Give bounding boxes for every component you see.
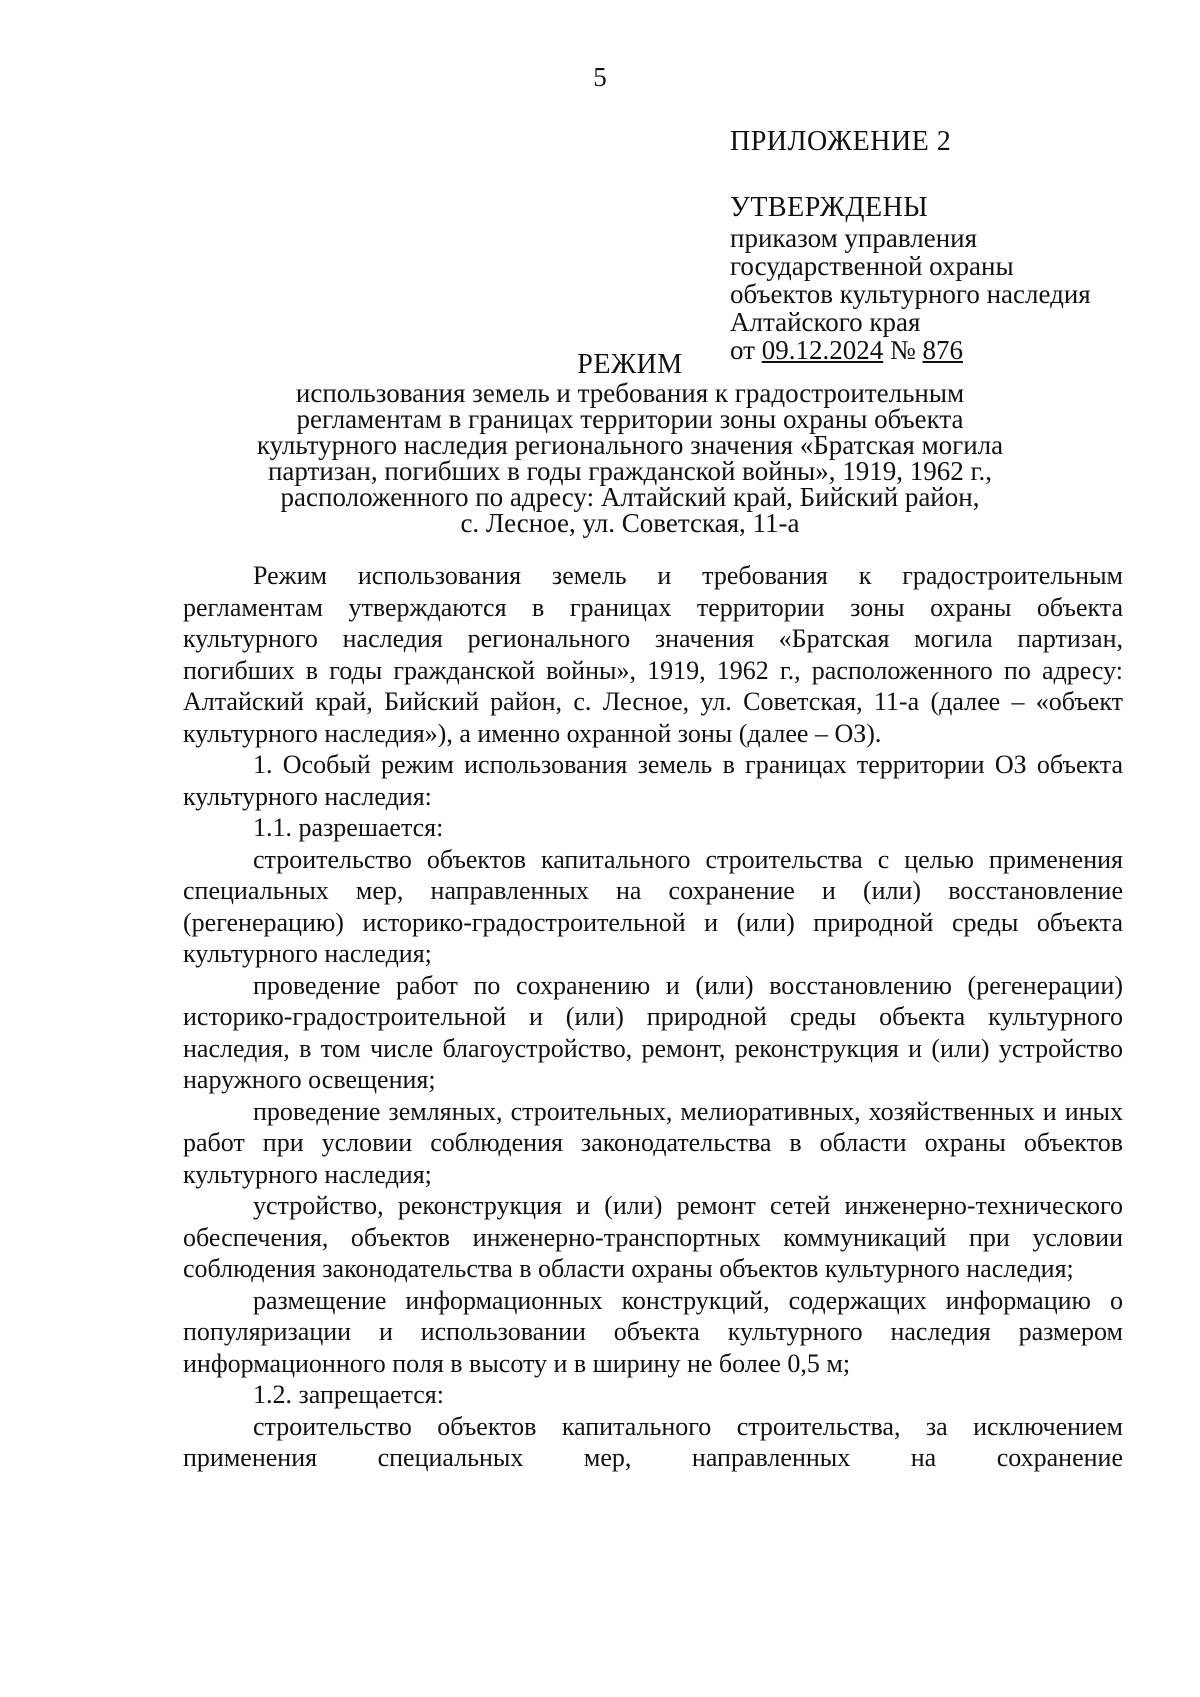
title-line: партизан, погибших в годы гражданской войны», 1919, 1962 г.,: [267, 456, 993, 486]
allowed-item: строительство объектов капитального строительства с целью применения специальных мер, направленных на сохранение и (или) восстановление (регенерацию) историко-градостроительной и (или) природной среды объекта культурного наследия;: [183, 844, 1123, 968]
number-prefix: №: [883, 335, 923, 365]
document-body: [183, 560, 1123, 1474]
prohibited-item: строительство объектов капитального строительства, за исключением применения специальных мер, направленных на сохранение: [183, 1411, 1123, 1472]
title-heading: РЕЖИМ: [577, 349, 683, 380]
section-1-heading: 1. Особый режим использования земель в границах территории ОЗ объекта культурного наследия:: [183, 750, 1123, 811]
page-number: 5: [593, 62, 607, 92]
approval-line: объектов культурного наследия: [730, 279, 1091, 309]
intro-paragraph: Режим использования земель и требования к градостроительным регламентам утверждаются в границах территории зоны охраны объекта культурного наследия регионального значения «Братская могила партизан, погибших в годы гражданской войны», 1919, 1962 г., расположенного по адресу: Алтайский край, Бийский район, с. Лесное, ул. Советская, 11-а (далее – «объект культурного наследия»), а именно охранной зоны (далее – ОЗ).: [183, 561, 1123, 748]
title-line: использования земель и требования к градостроительным: [295, 378, 965, 408]
section-1-1-heading: 1.1. разрешается:: [253, 813, 444, 842]
title-line: регламентам в границах территории зоны охраны объекта: [296, 404, 964, 434]
approval-line: Алтайского края: [730, 307, 921, 337]
allowed-item: проведение земляных, строительных, мелиоративных, хозяйственных и иных работ при условии соблюдения законодательства в области охраны объектов культурного наследия;: [183, 1096, 1123, 1189]
appendix-label: ПРИЛОЖЕНИЕ 2: [730, 126, 952, 157]
approved-label: УТВЕРЖДЕНЫ: [730, 192, 929, 223]
allowed-item: проведение работ по сохранению и (или) восстановлению (регенерации) историко-градостроительной и (или) природной среды объекта культурного наследия, в том числе благоустройство, ремонт, реконструкция и (или) устройство наружного освещения;: [183, 970, 1123, 1094]
title-line: расположенного по адресу: Алтайский край, Бийский район,: [280, 482, 980, 512]
section-1-2-heading: 1.2. запрещается:: [253, 1380, 444, 1409]
title-line: с. Лесное, ул. Советская, 11-а: [460, 508, 800, 538]
date-prefix: от: [730, 335, 762, 365]
order-number: 876: [922, 335, 963, 365]
order-date: 09.12.2024: [761, 335, 884, 365]
allowed-item: устройство, реконструкция и (или) ремонт сетей инженерно-технического обеспечения, объектов инженерно-транспортных коммуникаций при условии соблюдения законодательства в области охраны объектов культурного наследия;: [183, 1191, 1123, 1283]
approval-line: приказом управления: [730, 223, 978, 253]
approval-block: [730, 128, 1170, 364]
allowed-item: размещение информационных конструкций, содержащих информацию о популяризации и использовании объекта культурного наследия размером информационного поля в высоту и в ширину не более 0,5 м;: [183, 1285, 1123, 1378]
approval-line: государственной охраны: [730, 251, 1014, 281]
title-line: культурного наследия регионального значения «Братская могила: [256, 430, 1004, 460]
